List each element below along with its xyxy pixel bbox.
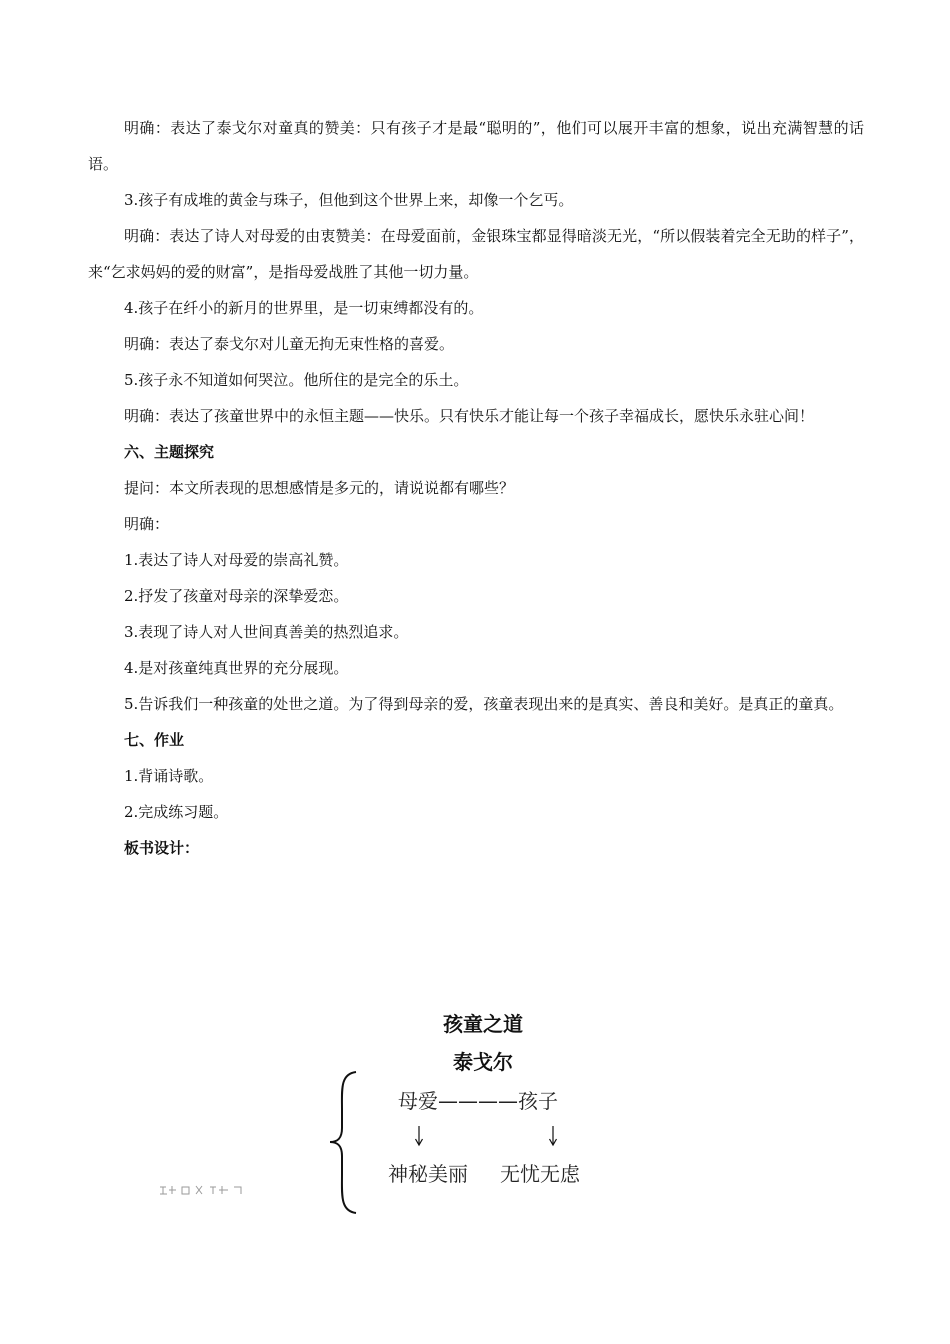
paragraph: 4.孩子在纤小的新月的世界里，是一切束缚都没有的。 [124, 299, 484, 317]
list-item: 3.表现了诗人对人世间真善美的热烈追求。 [124, 623, 409, 641]
board-right-item: 无忧无虑 [500, 1162, 580, 1186]
list-item: 2.抒发了孩童对母亲的深挚爱恋。 [124, 587, 349, 605]
board-title: 孩童之道 [443, 1012, 523, 1036]
list-item: 2.完成练习题。 [124, 803, 229, 821]
list-item: 4.是对孩童纯真世界的充分展现。 [124, 659, 349, 677]
left-brace-icon [328, 1070, 360, 1215]
document-body [88, 110, 864, 866]
down-arrow-icon [547, 1125, 559, 1147]
board-author: 泰戈尔 [453, 1050, 513, 1074]
paragraph: 3.孩子有成堆的黄金与珠子，但他到这个世界上来，却像一个乞丐。 [124, 191, 574, 209]
list-item: 1.表达了诗人对母爱的崇高礼赞。 [124, 551, 349, 569]
paragraph: 提问：本文所表现的思想感情是多元的，请说说都有哪些？ [124, 479, 515, 497]
paragraph: 5.孩子永不知道如何哭泣。他所住的是完全的乐土。 [124, 371, 469, 389]
paragraph: 明确：表达了泰戈尔对童真的赞美：只有孩子才是最“聪明的”，他们可以展开丰富的想象，说出充满智慧的话语。 [88, 119, 864, 173]
section-heading: 七、作业 [124, 731, 185, 749]
paragraph: 明确：表达了诗人对母爱的由衷赞美：在母爱面前，金银珠宝都显得暗淡无光，“所以假装着完全无助的样子”，来“乞求妈妈的爱的财富”，是指母爱战胜了其他一切力量。 [88, 227, 864, 281]
paragraph: 明确： [124, 515, 170, 533]
board-design-heading: 板书设计： [124, 839, 200, 857]
board-top-line: 母爱————孩子 [398, 1089, 558, 1113]
board-left-item: 神秘美丽 [388, 1162, 468, 1186]
list-item: 1.背诵诗歌。 [124, 767, 214, 785]
paragraph: 明确：表达了孩童世界中的永恒主题——快乐。只有快乐才能让每一个孩子幸福成长，愿快乐永驻心间！ [124, 407, 815, 425]
list-item: 5.告诉我们一种孩童的处世之道。为了得到母亲的爱，孩童表现出来的是真实、善良和美好。是真正的童真。 [124, 695, 844, 713]
paragraph: 明确：表达了泰戈尔对儿童无拘无束性格的喜爱。 [124, 335, 455, 353]
faint-text-fragment-icon [158, 1184, 248, 1196]
section-heading: 六、主题探究 [124, 443, 215, 461]
down-arrow-icon [413, 1125, 425, 1147]
